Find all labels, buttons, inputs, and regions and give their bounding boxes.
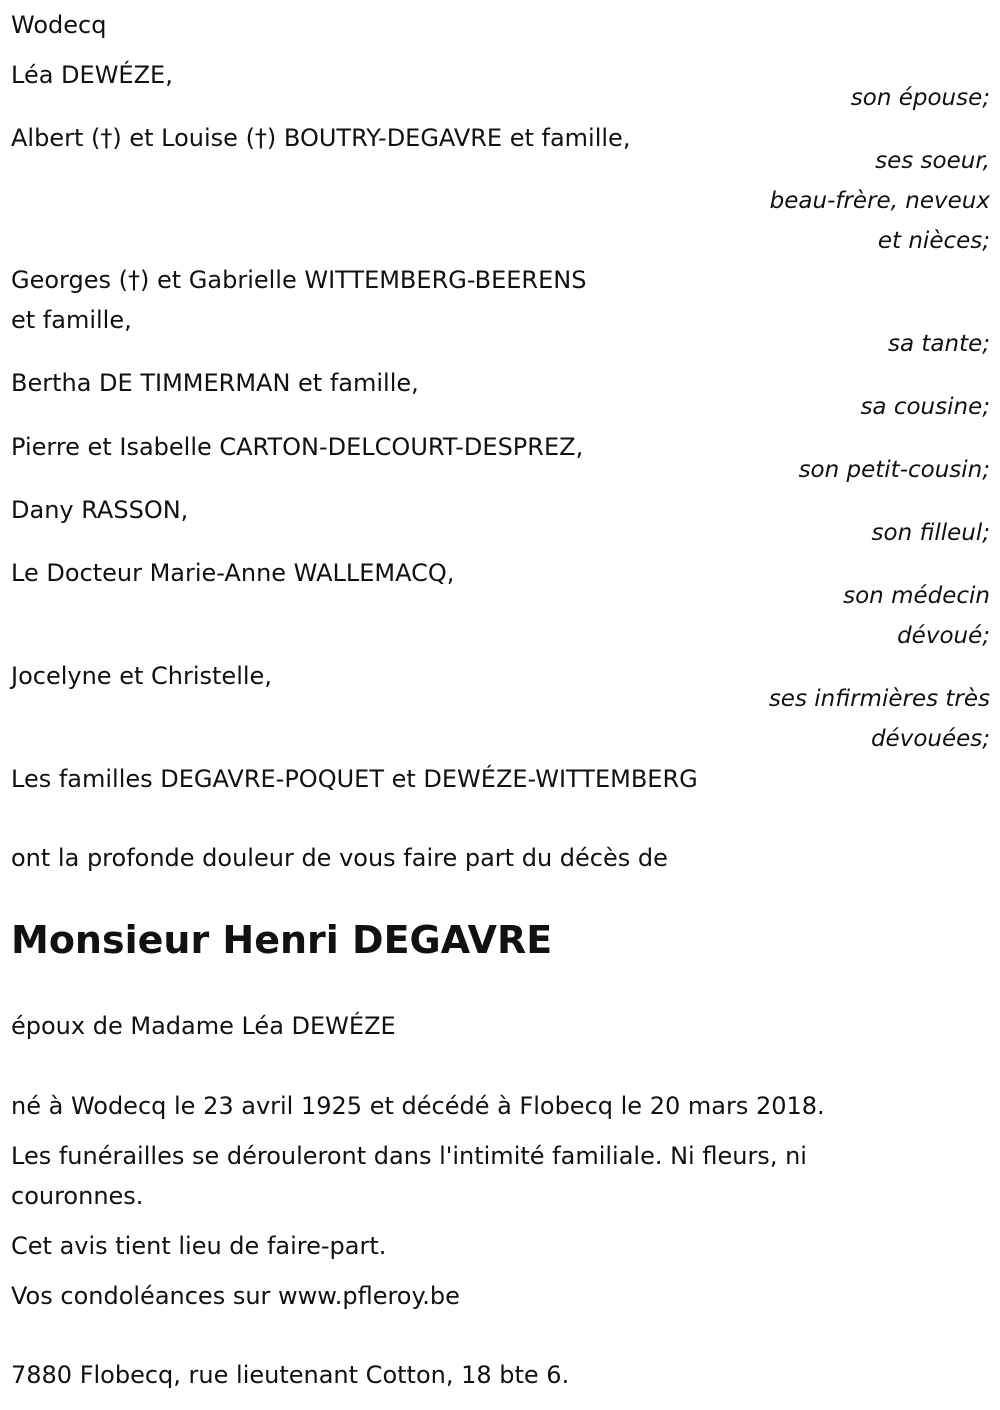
- family-relation: sa cousine;: [860, 394, 990, 420]
- family-relation: et nièces;: [877, 228, 990, 254]
- family-name: et famille,: [11, 306, 132, 334]
- family-name: Jocelyne et Christelle,: [11, 662, 272, 690]
- family-name: Les familles DEGAVRE-POQUET et DEWÉZE-WITTEMBERG: [11, 765, 698, 793]
- family-name: Le Docteur Marie-Anne WALLEMACQ,: [11, 559, 455, 587]
- family-name: Léa DEWÉZE,: [11, 61, 173, 89]
- family-relation: dévouées;: [870, 726, 990, 752]
- family-name: Albert (†) et Louise (†) BOUTRY-DEGAVRE et famille,: [11, 124, 631, 152]
- family-relation: son médecin: [843, 583, 990, 609]
- family-relation: son filleul;: [871, 520, 990, 546]
- family-relation: son petit-cousin;: [798, 457, 990, 483]
- family-relation: son épouse;: [850, 85, 990, 111]
- spouse-line: époux de Madame Léa DEWÉZE: [11, 1012, 396, 1040]
- address: 7880 Flobecq, rue lieutenant Cotton, 18 bte 6.: [11, 1361, 570, 1389]
- family-relation: ses soeur,: [875, 148, 990, 174]
- family-relation: sa tante;: [888, 331, 990, 357]
- deceased-name: Monsieur Henri DEGAVRE: [11, 918, 553, 962]
- place-header: Wodecq: [11, 11, 107, 39]
- funeral-note: Les funérailles se dérouleront dans l'intimité familiale. Ni fleurs, ni: [11, 1142, 807, 1170]
- family-relation: dévoué;: [897, 623, 990, 649]
- condolences-link[interactable]: Vos condoléances sur www.pfleroy.be: [11, 1282, 460, 1310]
- family-name: Dany RASSON,: [11, 496, 189, 524]
- notice-note: Cet avis tient lieu de faire-part.: [11, 1232, 387, 1260]
- family-name: Pierre et Isabelle CARTON-DELCOURT-DESPREZ,: [11, 433, 584, 461]
- family-name: Georges (†) et Gabrielle WITTEMBERG-BEERENS: [11, 266, 587, 294]
- family-relation: beau-frère, neveux: [769, 188, 990, 214]
- family-relation: ses infirmières très: [768, 686, 990, 712]
- announcement: ont la profonde douleur de vous faire part du décès de: [11, 844, 668, 872]
- family-name: Bertha DE TIMMERMAN et famille,: [11, 369, 419, 397]
- birth-death: né à Wodecq le 23 avril 1925 et décédé à Flobecq le 20 mars 2018.: [11, 1092, 825, 1120]
- funeral-note: couronnes.: [11, 1182, 144, 1210]
